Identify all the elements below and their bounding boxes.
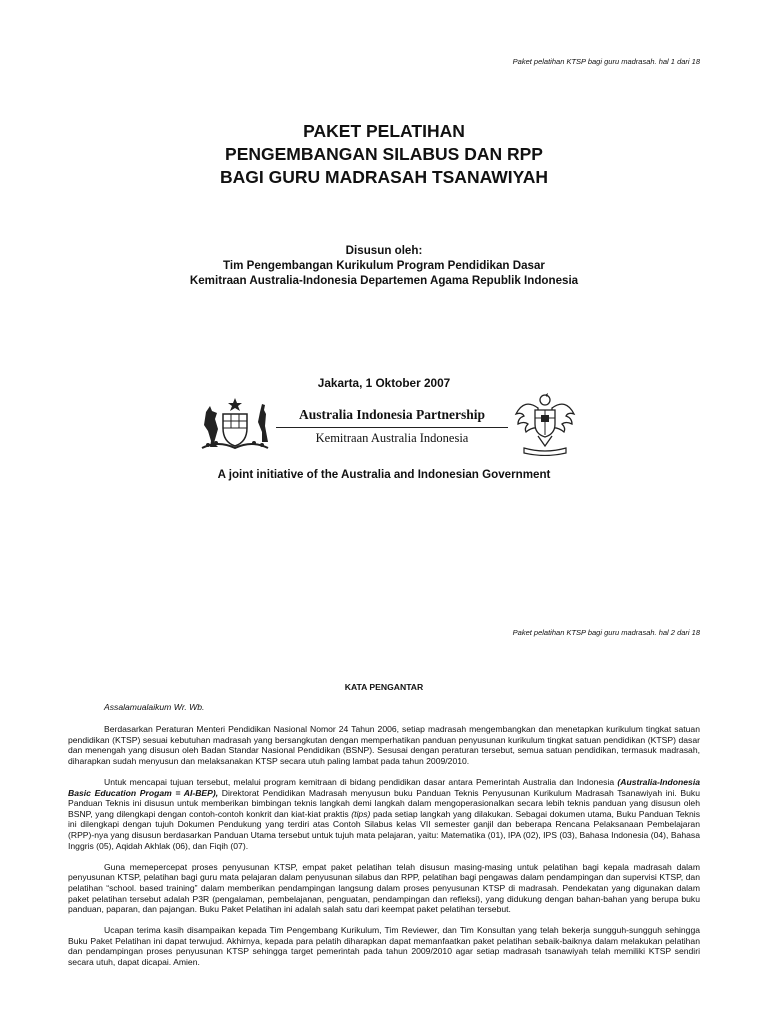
- page-header: Paket pelatihan KTSP bagi guru madrasah. hal 1 dari 18: [512, 57, 700, 66]
- team-name: Tim Pengembangan Kurikulum Program Pendidikan Dasar: [223, 259, 545, 272]
- garuda-pancasila-icon: [514, 392, 576, 456]
- paragraph-3: Guna memepercepat proses penyusunan KTSP, empat paket pelatihan telah disusun masing-masing untuk pelatihan bagi kepala madrasah dalam penyusunan KTSP, pelatihan bagi guru mata pelajaran dalam penyusunan silabus dan RPP, pelatihan bagi pengawas dalam pendampingan dan supervisi KTSP, dan pelatihan “school. based training” dalam memberikan pendampingan langsung dalam proses penyusunan KTSP di madrasah. Pendekatan yang digunakan dalam paket pelatihan tersebut adalah P3R (pengalaman, pembelajanan, penguatan, pendampingan dan refleksi), yang didukung dengan bahan-bahan yang berupa buku panduan, paparan, dan pajangan. Buku Paket Pelatihan ini adalah salah satu dari keempat paket pelatihan tersebut.: [68, 861, 700, 915]
- title-line-3: BAGI GURU MADRASAH TSANAWIYAH: [220, 167, 548, 187]
- paragraph-2-part-a: Untuk mencapai tujuan tersebut, melalui program kemitraan di bidang pendidikan dasar antara Pemerintah Australia dan Indonesia: [104, 776, 618, 787]
- page-header: Paket pelatihan KTSP bagi guru madrasah. hal 2 dari 18: [512, 628, 700, 637]
- paragraph-2-part-e: pada setiap langkah yang dilakukan. Sebagai dokumen utama, Buku Panduan Teknis ini dilengkapi dengan tujuh Dokumen Pendukung yang terdiri atas Contoh Silabus kelas VII semester ganjil dan beberapa Rencana Pelaksanaan Pembelajaran (RPP)-nya yang disusun berdasarkan Panduan Utama tersebut untuk tujuh mata pelajaran, yaitu: Matematika (01), IPA (02), IPS (03), Bahasa Indonesia (04), Bahasa Inggris (05), Aqidah Akhlak (06), dan Fiqih (07).: [68, 808, 700, 851]
- section-title: KATA PENGANTAR: [344, 682, 424, 692]
- document-title: [0, 120, 768, 189]
- partnership-logo-title: Australia Indonesia Partnership: [298, 407, 486, 422]
- paragraph-2: [68, 777, 700, 851]
- compiled-by-label: Disusun oleh:: [345, 244, 423, 257]
- partnership-logo: [196, 392, 576, 460]
- foreword-body: [68, 724, 700, 978]
- title-line-1: PAKET PELATIHAN: [303, 121, 465, 141]
- partnership-logo-subtitle: Kemitraan Australia Indonesia: [315, 431, 469, 445]
- australian-coat-of-arms-icon: [196, 396, 274, 454]
- date-line: Jakarta, 1 Oktober 2007: [317, 376, 451, 390]
- paragraph-2-part-c: Direktorat Pendidikan Madrasah menyusun buku Panduan Teknis Penyusunan Kurikulum Madrasah Tsanawiyah ini. Buku Panduan Teknis ini disusun untuk memberikan bimbingan teknis langkah demi langkah dalam mengoperasionalkan secara lebih teknis panduan yang disusun oleh BSNP, yang dilengkapi dengan contoh-contoh konkrit dan kiat-kiat praktis: [68, 787, 700, 819]
- author-block: [0, 243, 768, 288]
- partnership-name: Kemitraan Australia-Indonesia Departemen Agama Republik Indonesia: [189, 274, 579, 287]
- program-name: (Australia-Indonesia Basic Education Progam = AI-BEP),: [68, 776, 700, 798]
- partnership-wordmark: [276, 407, 508, 446]
- tips-term: (tips): [351, 808, 371, 819]
- paragraph-4: Ucapan terima kasih disampaikan kepada Tim Pengembang Kurikulum, Tim Reviewer, dan Tim Konsultan yang telah bekerja sungguh-sungguh sehingga Buku Paket Pelatihan ini dapat terwujud. Akhirnya, kepada para pelatih diharapkan dapat memanfaatkan paket pelatihan sebaik-baiknya dalam melakukan pelatihan dan pendampingan proses penyusunan KTSP sehingga target pemerintah pada tahun 2009/2010 agar setiap madrasah tsanawiyah telah memiliki KTSP sendiri secara utuh, dapat dicapai. Amien.: [68, 925, 700, 968]
- joint-initiative-line: A joint initiative of the Australia and Indonesian Government: [217, 468, 551, 481]
- title-line-2: PENGEMBANGAN SILABUS DAN RPP: [225, 144, 543, 164]
- greeting: Assalamualaikum Wr. Wb.: [104, 702, 205, 712]
- paragraph-1: Berdasarkan Peraturan Menteri Pendidikan Nasional Nomor 24 Tahun 2006, setiap madrasah mengembangkan dan menetapkan kurikulum tingkat satuan pendidikan (KTSP) sesuai kebutuhan madrasah yang bersangkutan dengan memperhatikan panduan penyusunan kurikulum tingkat satuan pendidikan (KTSP) dasar dan menengah yang disusun oleh Badan Standar Nasional Pendidikan (BSNP). Sesusai dengan peraturan tersebut, semua satuan pendidikan, termasuk madrasah, diharapkan sudah menyusun dan melaksanakan KTSP secara utuh paling lambat pada tahun 2009/2010.: [68, 724, 700, 766]
- logo-divider: [276, 427, 508, 428]
